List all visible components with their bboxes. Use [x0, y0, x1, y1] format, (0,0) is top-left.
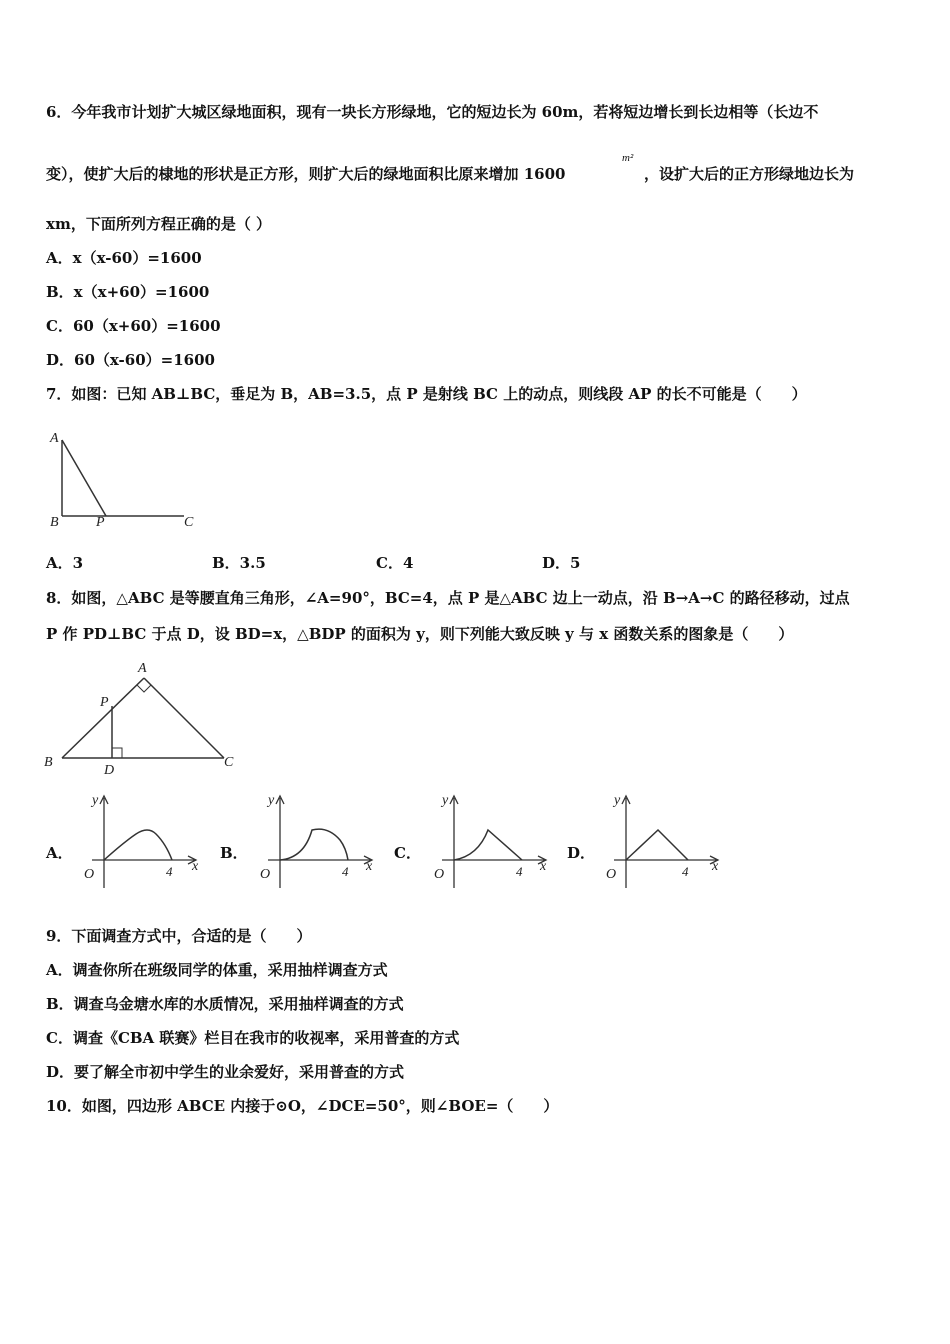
- svg-text:y: y: [268, 793, 275, 808]
- q9-option-a: A．调查你所在班级同学的体重，采用抽样调查方式: [46, 961, 388, 979]
- svg-text:O: O: [260, 867, 271, 882]
- q9-stem: 9．下面调查方式中，合适的是（ ）: [46, 927, 312, 945]
- svg-text:y: y: [92, 793, 99, 808]
- svg-text:4: 4: [166, 864, 173, 879]
- q9-option-b: B．调查乌金塘水库的水质情况，采用抽样调查的方式: [46, 995, 404, 1013]
- q6-line2a: 变），使扩大后的棣地的形状是正方形，则扩大后的绿地面积比原来增加 1600: [46, 165, 566, 183]
- q8-line2: P 作 PD⊥BC 于点 D，设 BD=x，△BDP 的面积为 y，则下列能大致反映 y 与 x 函数关系的图象是（ ）: [46, 625, 794, 643]
- q6-line2b: ，设扩大后的正方形绿地边长为: [644, 165, 855, 183]
- q8-label-c: C: [224, 755, 234, 770]
- q8-option-c-label: C．: [394, 844, 421, 862]
- q6-line3: xm，下面所列方程正确的是（ ）: [46, 215, 272, 233]
- q7-option-c: C．4: [376, 554, 414, 572]
- q7-option-b: B．3.5: [212, 554, 266, 572]
- q6-line1: 6．今年我市计划扩大城区绿地面积，现有一块长方形绿地，它的短边长为 60m，若将短边增长到长边相等（长边不: [46, 103, 819, 121]
- q8-line1: 8．如图，△ABC 是等腰直角三角形，∠A=90°，BC=4，点 P 是△ABC 边上一动点，沿 B→A→C 的路径移动，过点: [46, 589, 850, 607]
- svg-text:y: y: [442, 793, 449, 808]
- q6-option-d: D．60（x-60）=1600: [46, 351, 215, 369]
- svg-text:O: O: [606, 867, 617, 882]
- q7-stem: 7．如图：已知 AB⊥BC，垂足为 B，AB=3.5，点 P 是射线 BC 上的动点，则线段 AP 的长不可能是（ ）: [46, 385, 807, 403]
- svg-text:x: x: [366, 859, 373, 874]
- q7-label-b: B: [50, 515, 59, 530]
- q8-graph-c: [422, 788, 562, 898]
- q6-unit: m²: [622, 152, 634, 164]
- q6-option-c: C．60（x+60）=1600: [46, 317, 221, 335]
- svg-text:x: x: [540, 859, 547, 874]
- svg-text:4: 4: [342, 864, 349, 879]
- q8-option-b-label: B．: [220, 844, 248, 862]
- q8-label-p: P: [100, 695, 109, 710]
- svg-text:y: y: [614, 793, 621, 808]
- q7-option-a: A．3: [46, 554, 84, 572]
- q8-graph-d: [594, 788, 734, 898]
- svg-text:O: O: [434, 867, 445, 882]
- q7-label-a: A: [50, 431, 59, 446]
- q8-option-d-label: D．: [567, 844, 596, 862]
- q8-label-b: B: [44, 755, 53, 770]
- q9-option-c: C．调查《CBA 联赛》栏目在我市的收视率，采用普查的方式: [46, 1029, 460, 1047]
- q7-label-c: C: [184, 515, 194, 530]
- q6-option-b: B．x（x+60）=1600: [46, 283, 210, 301]
- svg-text:4: 4: [516, 864, 523, 879]
- svg-text:O: O: [84, 867, 95, 882]
- q8-label-d: D: [104, 763, 115, 778]
- svg-text:4: 4: [682, 864, 689, 879]
- q10-stem: 10．如图，四边形 ABCE 内接于⊙O，∠DCE=50°，则∠BOE=（ ）: [46, 1097, 559, 1115]
- q8-label-a: A: [138, 661, 147, 676]
- q7-figure: [44, 424, 204, 536]
- q8-option-a-label: A．: [46, 844, 73, 862]
- svg-text:x: x: [192, 859, 199, 874]
- q8-graph-b: [248, 788, 388, 898]
- q6-option-a: A．x（x-60）=1600: [46, 249, 202, 267]
- q9-option-d: D．要了解全市初中学生的业余爱好，采用普查的方式: [46, 1063, 405, 1081]
- q8-graph-a: [72, 788, 212, 898]
- q7-label-p: P: [96, 515, 105, 530]
- q8-triangle-figure: [44, 658, 244, 778]
- svg-text:x: x: [712, 859, 719, 874]
- q7-option-d: D．5: [542, 554, 581, 572]
